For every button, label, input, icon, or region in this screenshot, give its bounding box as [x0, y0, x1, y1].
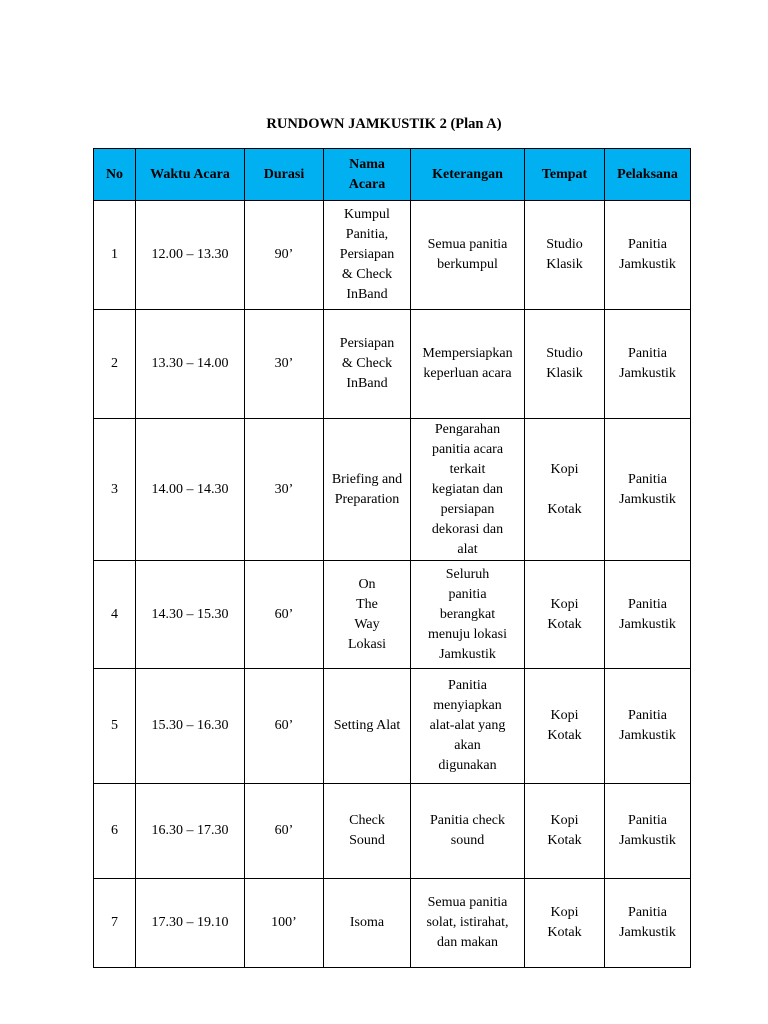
cell-tempat: Kopi Kotak — [525, 879, 605, 968]
cell-keterangan: Semua panitia solat, istirahat, dan makan — [411, 879, 525, 968]
cell-nama-acara: Isoma — [324, 879, 411, 968]
cell-waktu: 15.30 – 16.30 — [136, 669, 245, 784]
header-pelaksana: Pelaksana — [605, 149, 691, 201]
document-title: RUNDOWN JAMKUSTIK 2 (Plan A) — [266, 116, 502, 132]
cell-durasi: 30’ — [245, 310, 324, 419]
cell-durasi: 60’ — [245, 669, 324, 784]
cell-keterangan: Pengarahan panitia acara terkait kegiatan dan persiapan dekorasi dan alat — [411, 419, 525, 561]
cell-tempat: Kopi Kotak — [525, 419, 605, 561]
cell-nama-acara: On The Way Lokasi — [324, 561, 411, 669]
table-row — [94, 879, 691, 968]
cell-durasi: 100’ — [245, 879, 324, 968]
cell-waktu: 14.30 – 15.30 — [136, 561, 245, 669]
header-durasi: Durasi — [245, 149, 324, 201]
cell-pelaksana: Panitia Jamkustik — [605, 561, 691, 669]
cell-nama-acara: Check Sound — [324, 784, 411, 879]
cell-nama-acara: Persiapan & Check InBand — [324, 310, 411, 419]
cell-waktu: 14.00 – 14.30 — [136, 419, 245, 561]
header-tempat: Tempat — [525, 149, 605, 201]
table-row — [94, 784, 691, 879]
table-row — [94, 419, 691, 561]
cell-no: 3 — [94, 419, 136, 561]
cell-no: 5 — [94, 669, 136, 784]
header-waktu-acara: Waktu Acara — [136, 149, 245, 201]
cell-pelaksana: Panitia Jamkustik — [605, 669, 691, 784]
cell-pelaksana: Panitia Jamkustik — [605, 784, 691, 879]
cell-nama-acara: Kumpul Panitia, Persiapan & Check InBand — [324, 201, 411, 310]
cell-tempat: Studio Klasik — [525, 201, 605, 310]
rundown-table — [93, 148, 691, 968]
cell-nama-acara: Setting Alat — [324, 669, 411, 784]
cell-no: 2 — [94, 310, 136, 419]
cell-keterangan: Panitia menyiapkan alat-alat yang akan digunakan — [411, 669, 525, 784]
cell-no: 1 — [94, 201, 136, 310]
cell-waktu: 17.30 – 19.10 — [136, 879, 245, 968]
cell-no: 4 — [94, 561, 136, 669]
cell-nama-acara: Briefing and Preparation — [324, 419, 411, 561]
cell-no: 7 — [94, 879, 136, 968]
table-row — [94, 561, 691, 669]
cell-durasi: 60’ — [245, 561, 324, 669]
cell-waktu: 13.30 – 14.00 — [136, 310, 245, 419]
table-row — [94, 201, 691, 310]
cell-keterangan: Panitia check sound — [411, 784, 525, 879]
table-row — [94, 669, 691, 784]
header-nama-acara: Nama Acara — [324, 149, 411, 201]
cell-tempat: Kopi Kotak — [525, 669, 605, 784]
cell-pelaksana: Panitia Jamkustik — [605, 879, 691, 968]
cell-keterangan: Seluruh panitia berangkat menuju lokasi Jamkustik — [411, 561, 525, 669]
cell-pelaksana: Panitia Jamkustik — [605, 419, 691, 561]
cell-durasi: 90’ — [245, 201, 324, 310]
cell-no: 6 — [94, 784, 136, 879]
table-header-row — [94, 149, 691, 201]
cell-keterangan: Semua panitia berkumpul — [411, 201, 525, 310]
cell-pelaksana: Panitia Jamkustik — [605, 310, 691, 419]
cell-waktu: 16.30 – 17.30 — [136, 784, 245, 879]
header-no: No — [94, 149, 136, 201]
table-row — [94, 310, 691, 419]
cell-waktu: 12.00 – 13.30 — [136, 201, 245, 310]
cell-durasi: 60’ — [245, 784, 324, 879]
cell-durasi: 30’ — [245, 419, 324, 561]
cell-tempat: Studio Klasik — [525, 310, 605, 419]
cell-tempat: Kopi Kotak — [525, 784, 605, 879]
cell-pelaksana: Panitia Jamkustik — [605, 201, 691, 310]
header-keterangan: Keterangan — [411, 149, 525, 201]
cell-tempat: Kopi Kotak — [525, 561, 605, 669]
cell-keterangan: Mempersiapkan keperluan acara — [411, 310, 525, 419]
